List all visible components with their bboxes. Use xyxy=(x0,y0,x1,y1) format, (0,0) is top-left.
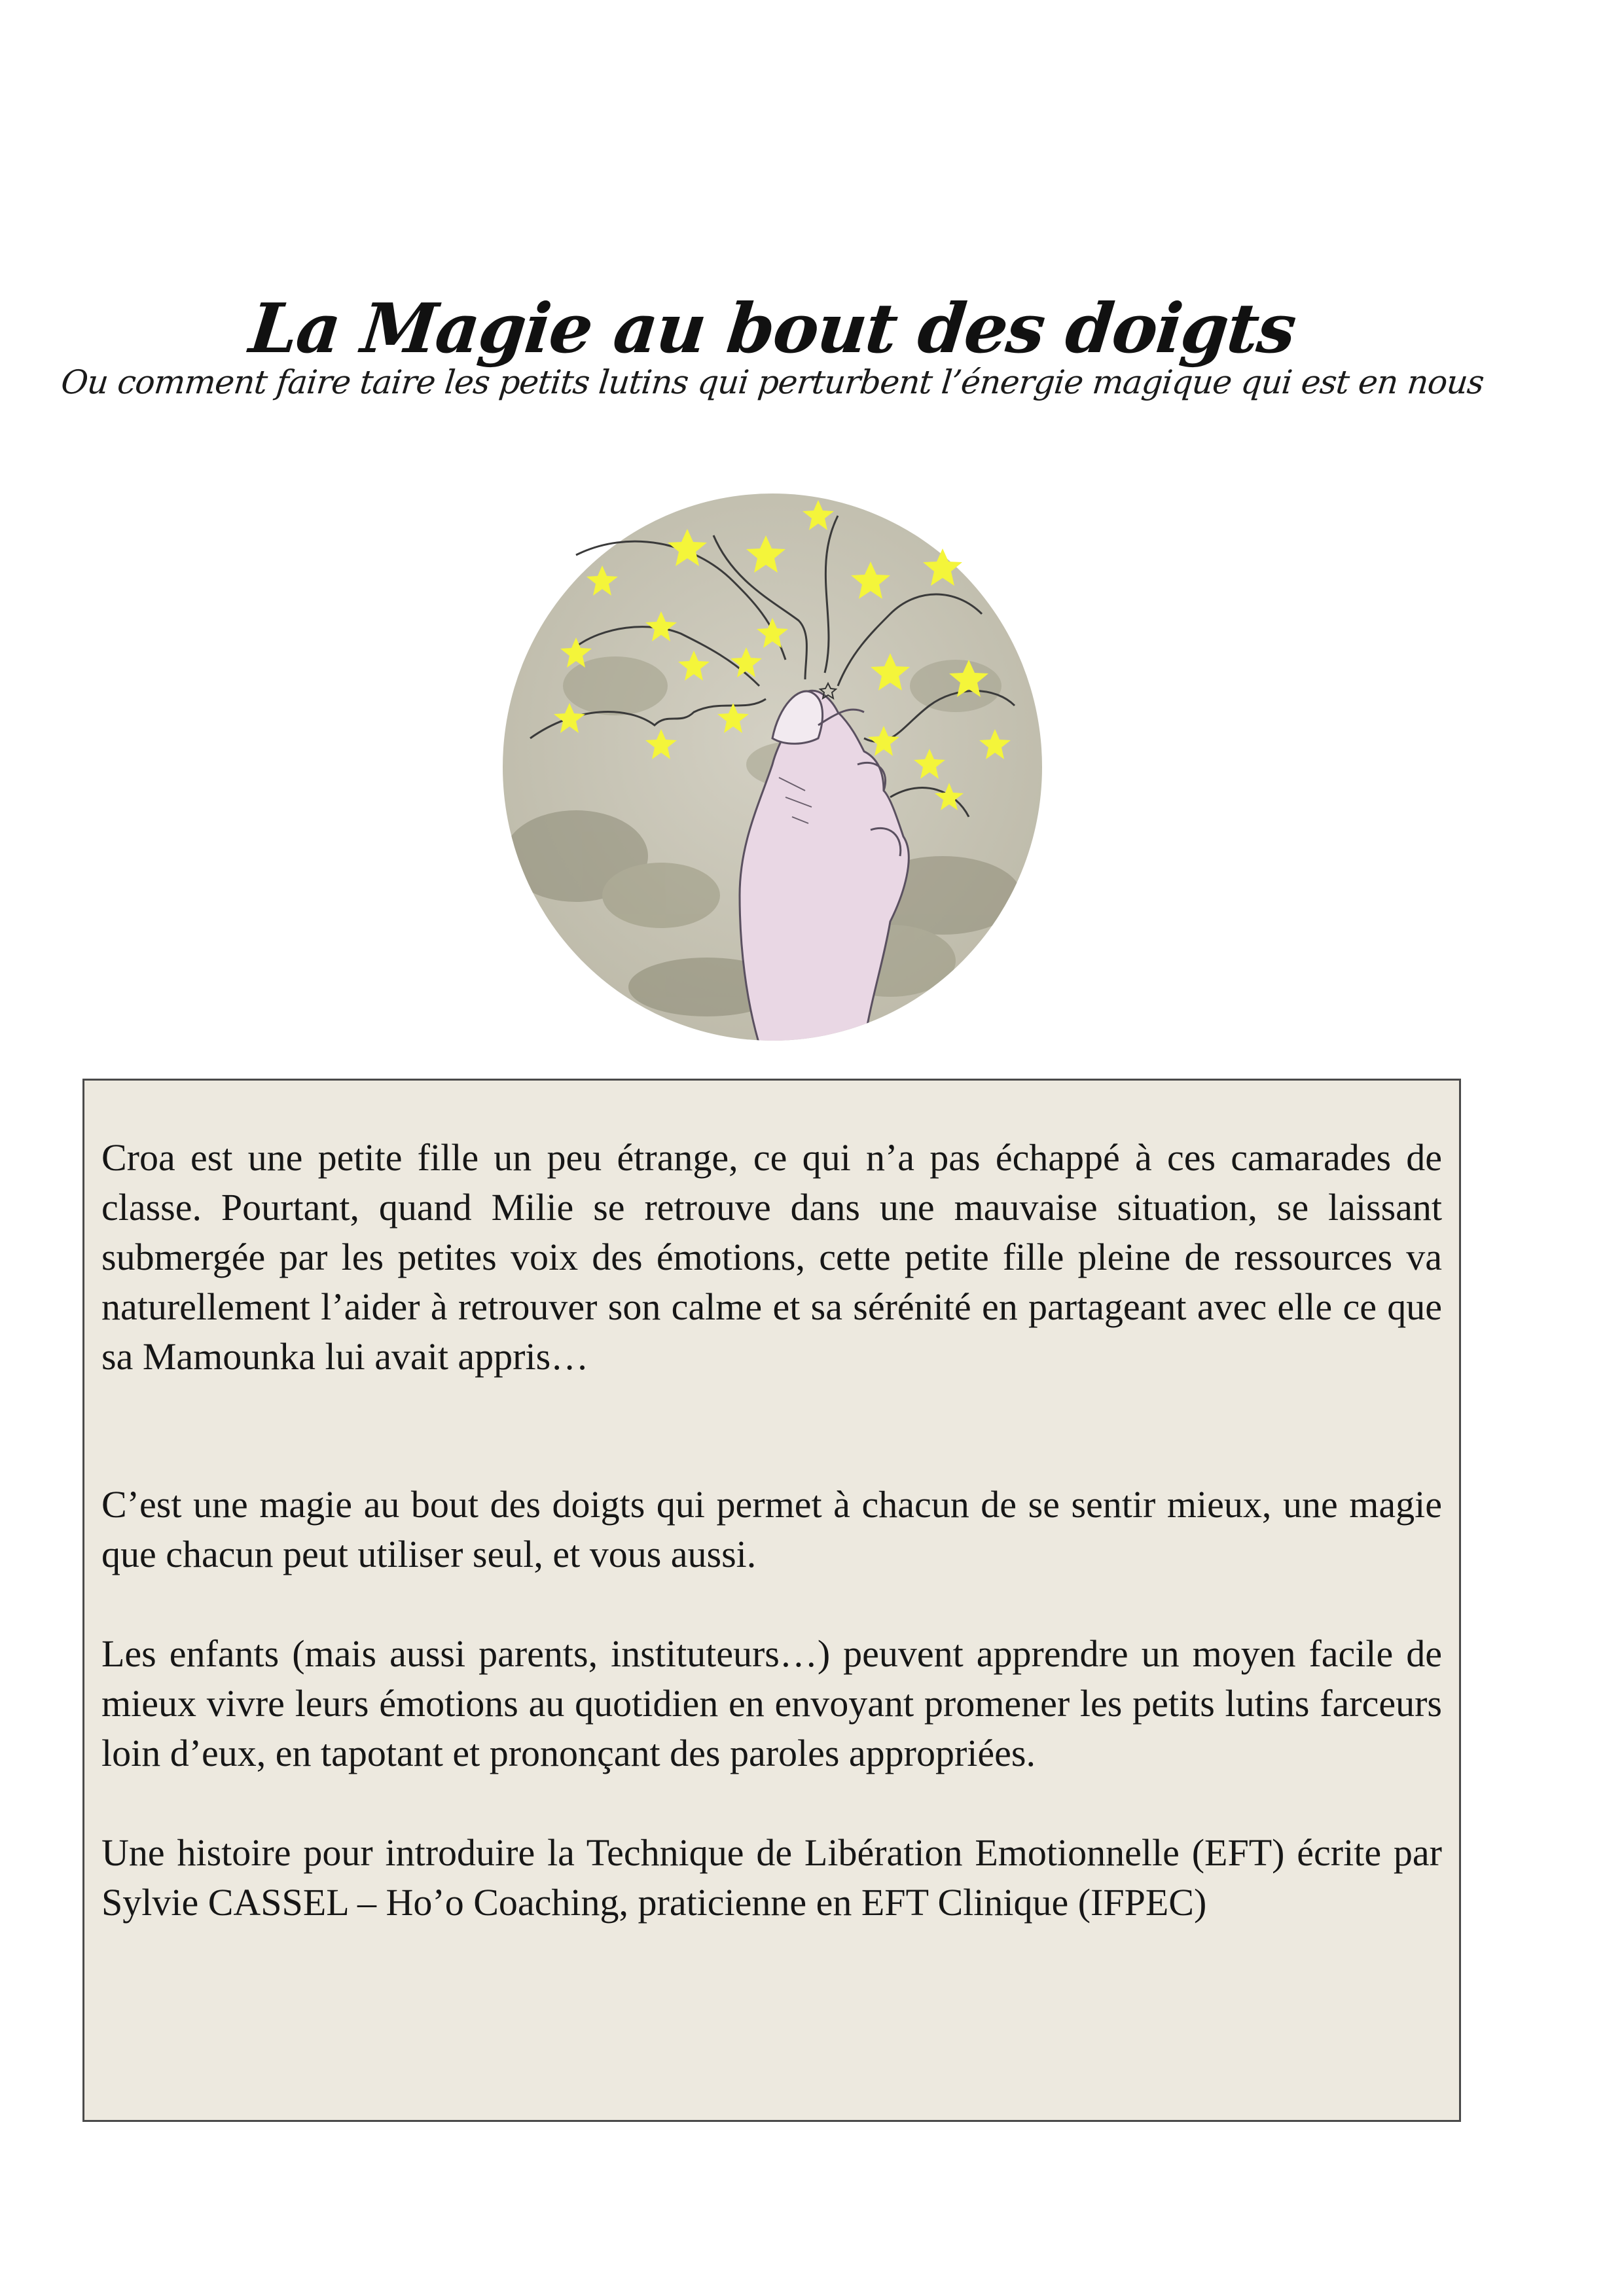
summary-box xyxy=(82,1079,1461,2122)
magic-fingers-stars-icon xyxy=(497,490,1047,1045)
summary-paragraph-intro: Croa est une petite fille un peu étrange, ce qui n’a pas échappé à ces camarades de classe. Pourtant, quand Milie se retrouve dans une mauvaise situation, se laissant submergée par les petites voix des émotions, cette petite fille pleine de ressources va naturellement l’aider à retrouver son calme et sa sérénité en partageant avec elle ce que sa Mamounka lui avait appris… xyxy=(101,1136,1442,1378)
summary-paragraph-audience: Les enfants (mais aussi parents, instituteurs…) peuvent apprendre un moyen facile de mieux vivre leurs émotions au quotidien en envoyant promener les petits lutins farceurs loin d’eux, en tapotant et prononçant des paroles appropriées. xyxy=(101,1632,1442,1774)
page-title: La Magie au bout des doigts xyxy=(245,287,1299,368)
page-subtitle: Ou comment faire taire les petits lutins qui perturbent l’énergie magique qui est en nous xyxy=(59,363,1486,401)
summary-paragraph-magic: C’est une magie au bout des doigts qui permet à chacun de se sentir mieux, une magie que chacun peut utiliser seul, et vous aussi. xyxy=(101,1483,1442,1575)
summary-paragraph-author: Une histoire pour introduire la Technique de Libération Emotionnelle (EFT) écrite par Sylvie CASSEL – Ho’o Coaching, praticienne en EFT Clinique (IFPEC) xyxy=(101,1831,1442,1924)
